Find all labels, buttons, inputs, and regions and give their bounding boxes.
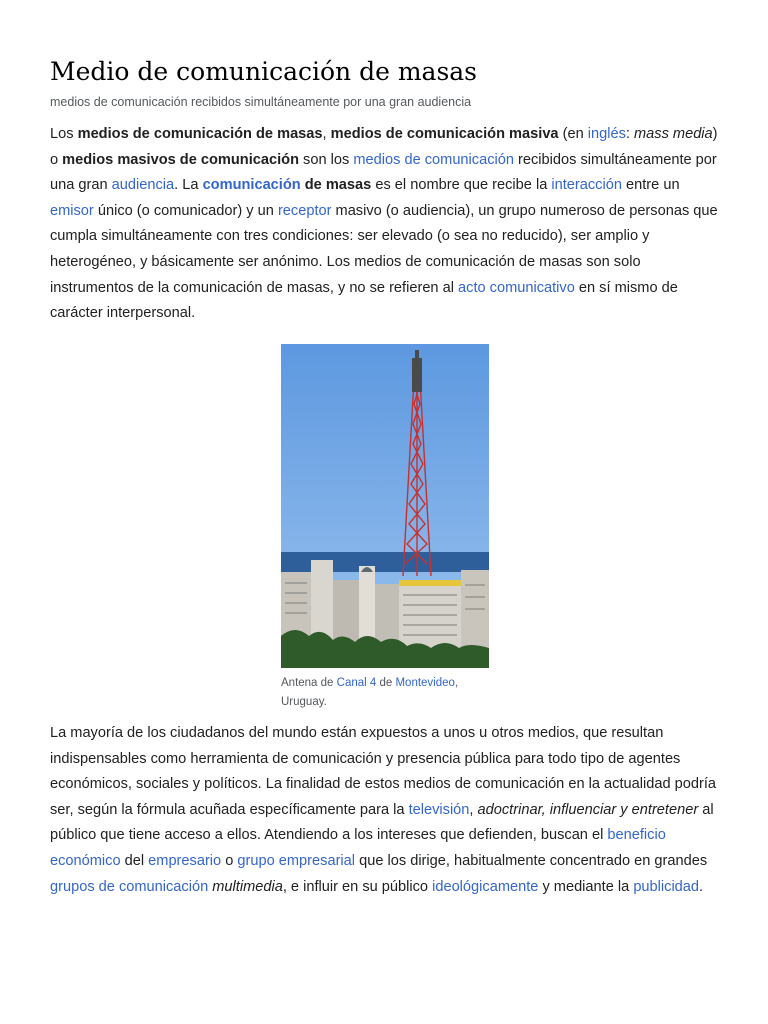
- bold-term: de masas: [300, 177, 372, 194]
- link-receptor[interactable]: receptor: [277, 202, 332, 219]
- antenna-photo[interactable]: [281, 344, 489, 668]
- text: Los: [50, 126, 78, 142]
- italic-term: mass media: [634, 126, 713, 142]
- text: (en: [558, 126, 588, 142]
- page-subtitle: medios de comunicación recibidos simultáneamente por una gran audiencia: [50, 95, 472, 109]
- text: único (o comunicador) y un: [93, 202, 278, 219]
- link-acto-comunicativo[interactable]: acto comunicativo: [458, 279, 575, 296]
- text: recibidos simultáneamente por una gran: [50, 151, 717, 194]
- bold-term: medios de comunicación masiva: [330, 126, 559, 142]
- text: Antena de: [281, 677, 337, 689]
- page-title: Medio de comunicación de masas: [50, 57, 478, 86]
- text: son los: [299, 151, 354, 168]
- link-comunicacion[interactable]: comunicación: [202, 177, 301, 194]
- italic-term: multimedia: [212, 878, 283, 895]
- text: ,: [469, 801, 478, 818]
- link-empresario[interactable]: empresario: [148, 852, 222, 869]
- bold-term: medios de comunicación de masas: [77, 126, 323, 142]
- text: . La: [174, 177, 203, 194]
- text: en sí mismo de carácter interpersonal.: [50, 279, 678, 322]
- text: o: [221, 852, 238, 869]
- text: y mediante la: [538, 878, 634, 895]
- text: ) o: [50, 126, 718, 168]
- bold-term: medios masivos de comunicación: [62, 151, 299, 168]
- link-grupo-empresarial[interactable]: grupo empresarial: [237, 852, 356, 869]
- link-grupos-de-comunicacion[interactable]: grupos de comunicación: [50, 878, 209, 895]
- link-ideologicamente[interactable]: ideológicamente: [432, 878, 539, 895]
- text: entre un: [621, 177, 680, 194]
- intro-paragraph: [50, 122, 722, 327]
- text: , e influir en su público: [282, 878, 433, 895]
- text: masivo (o audiencia), un grupo numeroso de personas que cumpla simultáneamente con tres condiciones: ser elevado (o sea no reducido), ser amplio y heterogéneo, y básicamente ser anónimo. Los medios de comunicación de masas son solo instrumentos de la comunicación de masas, y no se refieren al: [50, 202, 718, 296]
- text: , Uruguay.: [281, 677, 459, 708]
- text: de: [376, 677, 396, 689]
- link-emisor[interactable]: emisor: [50, 202, 94, 219]
- link-canal-4[interactable]: Canal 4: [336, 677, 377, 689]
- second-paragraph: [50, 721, 722, 900]
- link-audiencia[interactable]: audiencia: [111, 177, 175, 194]
- text: ,: [322, 126, 331, 142]
- link-television[interactable]: televisión: [408, 801, 470, 818]
- link-medios-de-comunicacion[interactable]: medios de comunicación: [353, 151, 514, 168]
- text: La mayoría de los ciudadanos del mundo están expuestos a unos u otros medios, que resultan indispensables como herramienta de comunicación y presencia pública para todo tipo de agentes económicos, sociales y políticos. La finalidad de estos medios de comunicación en la actualidad podría ser, según la fórmula acuñada específicamente para la: [50, 725, 717, 818]
- link-ingles[interactable]: inglés: [587, 126, 626, 142]
- text: :: [625, 126, 634, 142]
- italic-term: adoctrinar, influenciar y entretener: [477, 801, 699, 818]
- text: es el nombre que recibe la: [371, 177, 552, 194]
- figure: [281, 344, 489, 668]
- figure-caption: [281, 674, 491, 712]
- text: que los dirige, habitualmente concentrado en grandes: [355, 852, 708, 869]
- text: del: [120, 852, 149, 869]
- text: al público que tiene acceso a ellos. Atendiendo a los intereses que defienden, buscan el: [50, 801, 714, 844]
- link-interaccion[interactable]: interacción: [551, 177, 622, 194]
- link-montevideo[interactable]: Montevideo: [395, 677, 455, 689]
- text: .: [699, 878, 704, 895]
- link-publicidad[interactable]: publicidad: [633, 878, 700, 895]
- link-beneficio-economico[interactable]: beneficio económico: [50, 827, 666, 869]
